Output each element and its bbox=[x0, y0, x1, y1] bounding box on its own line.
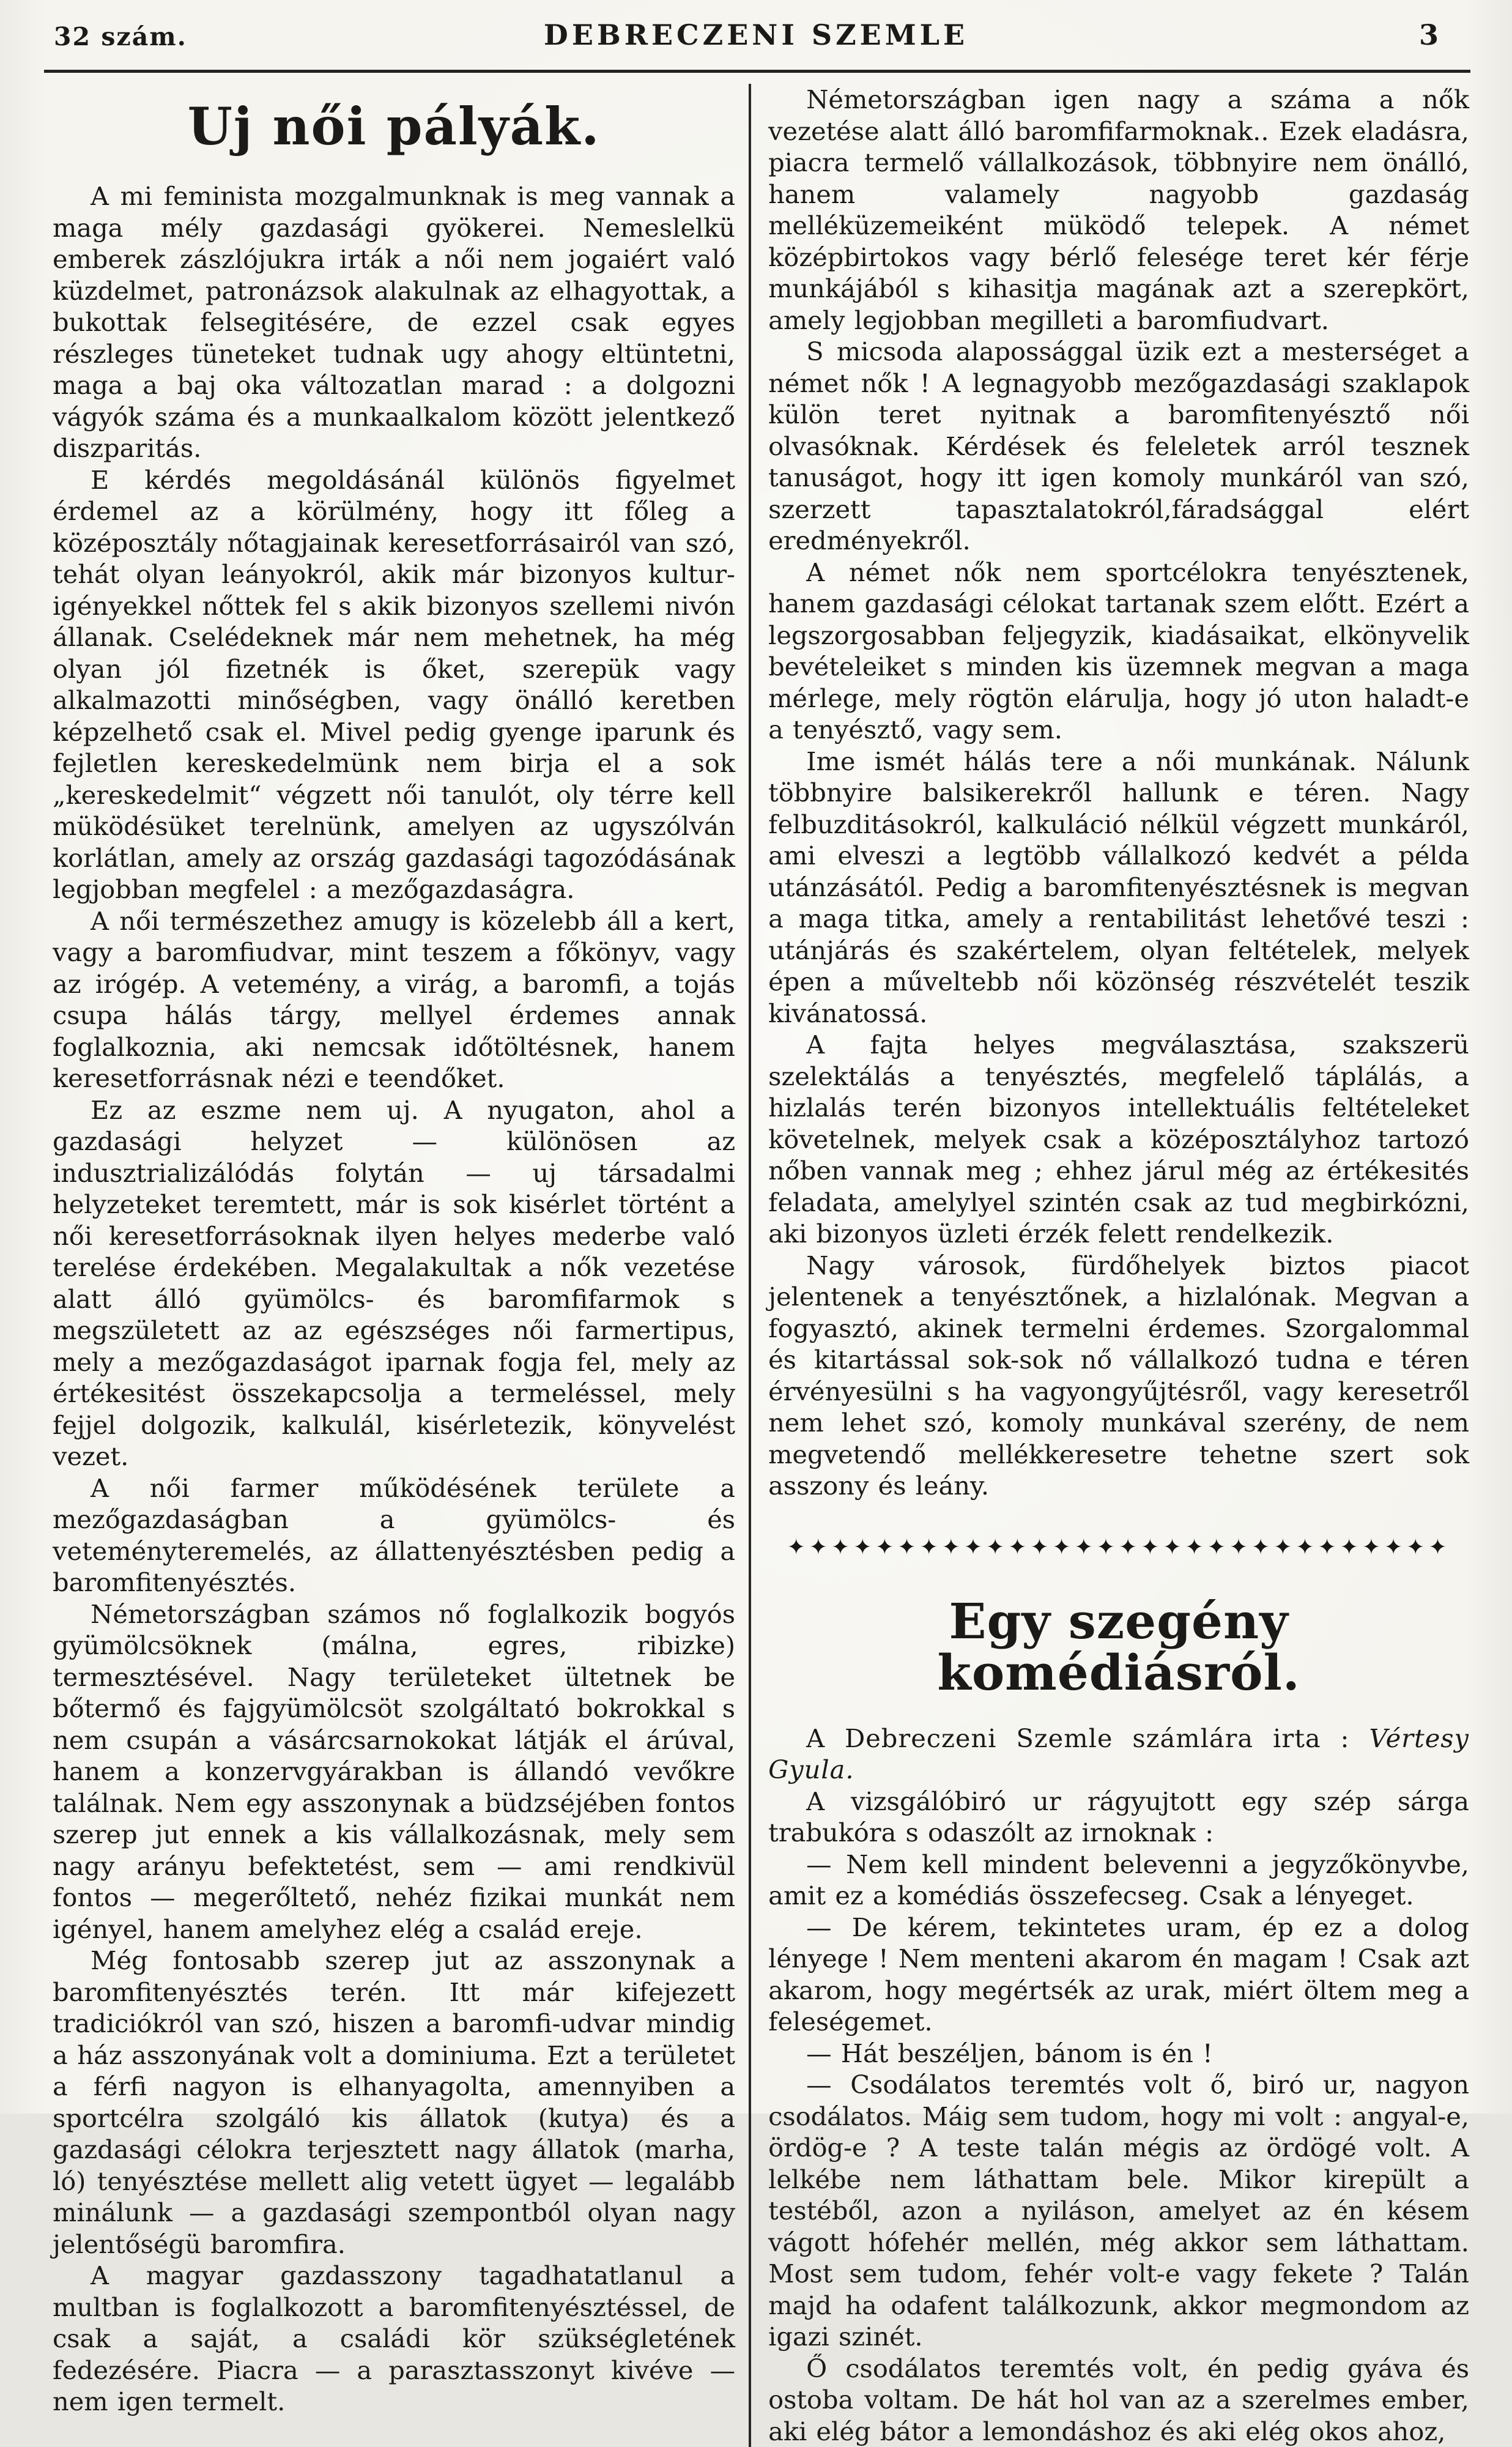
article1-continuation-paragraph: Nagy városok, fürdőhelyek biztos piacot jelentenek a tenyésztőnek, a hizlalónak. Megvan a fogyasztó, akinek termelni érdemes. Szorgalommal és kitartással sok-sok nő vállalkozó tudna e téren érvényesülni s ha vagyongyűjtésről, vagy keresetről nem lehet szó, komoly munkával szerény, de nem megvetendő mellékkeresetre tehetne szert sok asszony és leány. bbox=[768, 1250, 1469, 1502]
article2-byline bbox=[768, 1723, 1469, 1786]
article1-paragraph: A női természethez amugy is közelebb áll a kert, vagy a baromfiudvar, mint teszem a főkönyv, vagy az irógép. A vetemény, a virág, a baromfi, a tojás csupa hálás tárgy, mellyel érdemes annak foglalkoznia, aki nemcsak időtöltésnek, hanem keresetforrásnak nézi e teendőket. bbox=[53, 905, 735, 1094]
article1-continuation-paragraph: A fajta helyes megválasztása, szakszerü szelektálás a tenyésztés, megfelelő táplálás, a hizlalás terén bizonyos intellektuális feltételeket követelnek, melyek csak a középosztályhoz tartozó nőben vannak meg ; ehhez járul még az értékesités feladata, amelylyel szintén csak az tud megbirkózni, aki bizonyos üzleti érzék felett rendelkezik. bbox=[768, 1029, 1469, 1250]
article1-continuation-paragraph: Németországban igen nagy a száma a nők vezetése alatt álló baromfifarmoknak.. Ezek eladásra, piacra termelő vállalkozások, többnyire nem önálló, hanem valamely nagyobb gazdaság melléküzemeiként müködő telepek. A német középbirtokos vagy bérlő felesége teret kér férje munkájából s kihasitja magának azt a szerepkört, amely legjobban megilleti a baromfiudvart. bbox=[768, 84, 1469, 336]
right-column bbox=[751, 84, 1469, 2447]
running-head bbox=[0, 0, 1512, 64]
masthead-title: DEBRECZENI SZEMLE bbox=[0, 18, 1512, 51]
article2-paragraph: Ő csodálatos teremtés volt, én pedig gyáva és ostoba voltam. De hát hol van az a szerelmes ember, aki elég bátor a lemondáshoz és aki elég okos ahoz, bbox=[768, 2353, 1469, 2447]
diamond-ornament-divider: ✦✦✦✦✦✦✦✦✦✦✦✦✦✦✦✦✦✦✦✦✦✦✦✦✦✦✦✦✦✦ bbox=[768, 1535, 1469, 1560]
article2-paragraph: — De kérem, tekintetes uram, ép ez a dolog lényege ! Nem menteni akarom én magam ! Csak azt akarom, hogy megértsék az urak, miért öltem meg a feleségemet. bbox=[768, 1912, 1469, 2038]
article2-paragraph: — Nem kell mindent belevenni a jegyzőkönyvbe, amit ez a komédiás összefecseg. Csak a lényeget. bbox=[768, 1849, 1469, 1912]
column-layout bbox=[53, 84, 1469, 2447]
byline-author: Vértesy Gyula. bbox=[768, 1723, 1469, 1785]
article2-paragraph: A vizsgálóbiró ur rágyujtott egy szép sárga trabukóra s odaszólt az irnoknak : bbox=[768, 1786, 1469, 1849]
byline-prefix: A Debreczeni Szemle számlára irta : bbox=[806, 1723, 1369, 1753]
article2-title: Egy szegény komédiásról. bbox=[768, 1595, 1469, 1698]
article1-title: Uj női pályák. bbox=[53, 100, 735, 154]
article1-continuation-paragraph: A német nők nem sportcélokra tenyésztenek, hanem gazdasági célokat tartanak szem előtt. Ezért a legszorgosabban feljegyzik, kiadásaikat, elkönyvelik bevételeiket s minden kis üzemnek megvan a maga mérlege, mely rögtön elárulja, hogy jó uton haladt-e a tenyésztő, vagy sem. bbox=[768, 557, 1469, 746]
article1-paragraph: E kérdés megoldásánál különös figyelmet érdemel az a körülmény, hogy itt főleg a középosztály nőtagjainak keresetforrásairól van szó, tehát olyan leányokról, akik már bizonyos kultur-igényekkel nőttek fel s akik bizonyos szellemi nivón állanak. Cselédeknek már nem mehetnek, ha még olyan jól fizetnék is őket, szerepük vagy alkalmazotti minőségben, vagy önálló keretben képzelhető csak el. Mivel pedig gyenge iparunk és fejletlen kereskedelmünk nem birja el a sok „kereskedelmit“ végzett női tanulót, oly térre kell müködésüket terelnünk, amelyen az ugyszólván korlátlan, amely az ország gazdasági tagozódásának legjobban megfelel : a mezőgazdaságra. bbox=[53, 464, 735, 905]
left-column bbox=[53, 84, 751, 2447]
header-rule bbox=[44, 70, 1470, 73]
article1-paragraph: Még fontosabb szerep jut az asszonynak a baromfitenyésztés terén. Itt már kifejezett tradiciókról van szó, hiszen a baromfi-udvar mindig a ház asszonyának volt a dominiuma. Ezt a területet a férfi nagyon is elhanyagolta, amennyiben a sportcélra szolgáló kis állatok (kutya) és a gazdasági célokra terjesztett nagy állatok (marha, ló) tenyésztése mellett alig vetett ügyet — legalább minálunk — a gazdasági szempontból olyan nagy jelentőségü baromfira. bbox=[53, 1945, 735, 2260]
article2-paragraph: — Csodálatos teremtés volt ő, biró ur, nagyon csodálatos. Máig sem tudom, hogy mi volt : angyal-e, ördög-e ? A teste talán mégis az ördögé volt. A lelkébe nem láthattam bele. Mikor kirepült a testéből, azon a nyiláson, amelyet az én késem vágott hófehér mellén, még akkor sem láthattam. Most sem tudom, fehér volt-e vagy fekete ? Talán majd ha odafent találkozunk, akkor megmondom az igazi szinét. bbox=[768, 2069, 1469, 2353]
article1-continuation-paragraph: S micsoda alapossággal üzik ezt a mesterséget a német nők ! A legnagyobb mezőgazdasági szaklapok külön teret nyitnak a baromfitenyésztő női olvasóknak. Kérdések és feleletek arról tesznek tanuságot, hogy itt igen komoly munkáról van szó, szerzett tapasztalatokról,fáradsággal elért eredményekről. bbox=[768, 336, 1469, 557]
article1-paragraph: Ez az eszme nem uj. A nyugaton, ahol a gazdasági helyzet — különösen az indusztrializálódás folytán — uj társadalmi helyzeteket teremtett, már is sok kisérlet történt a női keresetforrásoknak ilyen helyes mederbe való terelése érdekében. Megalakultak a nők vezetése alatt álló gyümölcs- és baromfifarmok s megszületett az az egészséges női farmertipus, mely a mezőgazdaságot iparnak fogja fel, mely az értékesitést összekapcsolja a termeléssel, mely fejjel dolgozik, kalkulál, kisérletezik, könyvelést vezet. bbox=[53, 1094, 735, 1472]
article1-paragraph: A magyar gazdasszony tagadhatatlanul a multban is foglalkozott a baromfitenyésztéssel, de csak a saját, a családi kör szükségletének fedezésére. Piacra — a parasztasszonyt kivéve — nem igen termelt. bbox=[53, 2260, 735, 2418]
article2-paragraph: — Hát beszéljen, bánom is én ! bbox=[768, 2038, 1469, 2070]
article1-paragraph: A mi feminista mozgalmunknak is meg vannak a maga mély gazdasági gyökerei. Nemeslelkü emberek zászlójukra irták a női nem jogaiért való küzdelmet, patronázsok alakulnak az elhagyottak, a bukottak felsegitésére, de ezzel csak egyes részleges tüneteket tudnak ugy ahogy eltüntetni, maga a baj oka változatlan marad : a dolgozni vágyók száma és a munkaalkalom között jelentkező diszparitás. bbox=[53, 180, 735, 464]
page-number: 3 bbox=[1419, 18, 1439, 51]
issue-number: 32 szám. bbox=[54, 22, 187, 51]
article1-paragraph: Németországban számos nő foglalkozik bogyós gyümölcsöknek (málna, egres, ribizke) termesztésével. Nagy területeket ültetnek be bőtermő és fajgyümölcsöt szolgáltató bokrokkal s nem csupán a vásárcsarnokokat látják el árúval, hanem a konzervgyárakban is állandó vevőkre találnak. Nem egy asszonynak a büdzséjében fontos szerep jut ennek a kis vállalkozásnak, mely sem nagy arányu befektetést, sem — ami rendkivül fontos — megerőltető, nehéz fizikai munkát nem igényel, hanem amelyhez elég a család ereje. bbox=[53, 1599, 735, 1945]
article1-continuation-paragraph: Ime ismét hálás tere a női munkának. Nálunk többnyire balsikerekről hallunk e téren. Nagy felbuzditásokról, kalkuláció nélkül végzett munkáról, ami elveszi a legtöbb vállalkozó kedvét a példa utánzásától. Pedig a baromfitenyésztésnek is megvan a maga titka, amely a rentabilitást lehetővé teszi : utánjárás és szakértelem, olyan feltételek, melyek épen a műveltebb női közönség részvételét teszik kivánatossá. bbox=[768, 746, 1469, 1030]
article1-paragraph: A női farmer működésének területe a mezőgazdaságban a gyümölcs- és veteményteremelés, az állattenyésztésben pedig a baromfitenyésztés. bbox=[53, 1472, 735, 1599]
